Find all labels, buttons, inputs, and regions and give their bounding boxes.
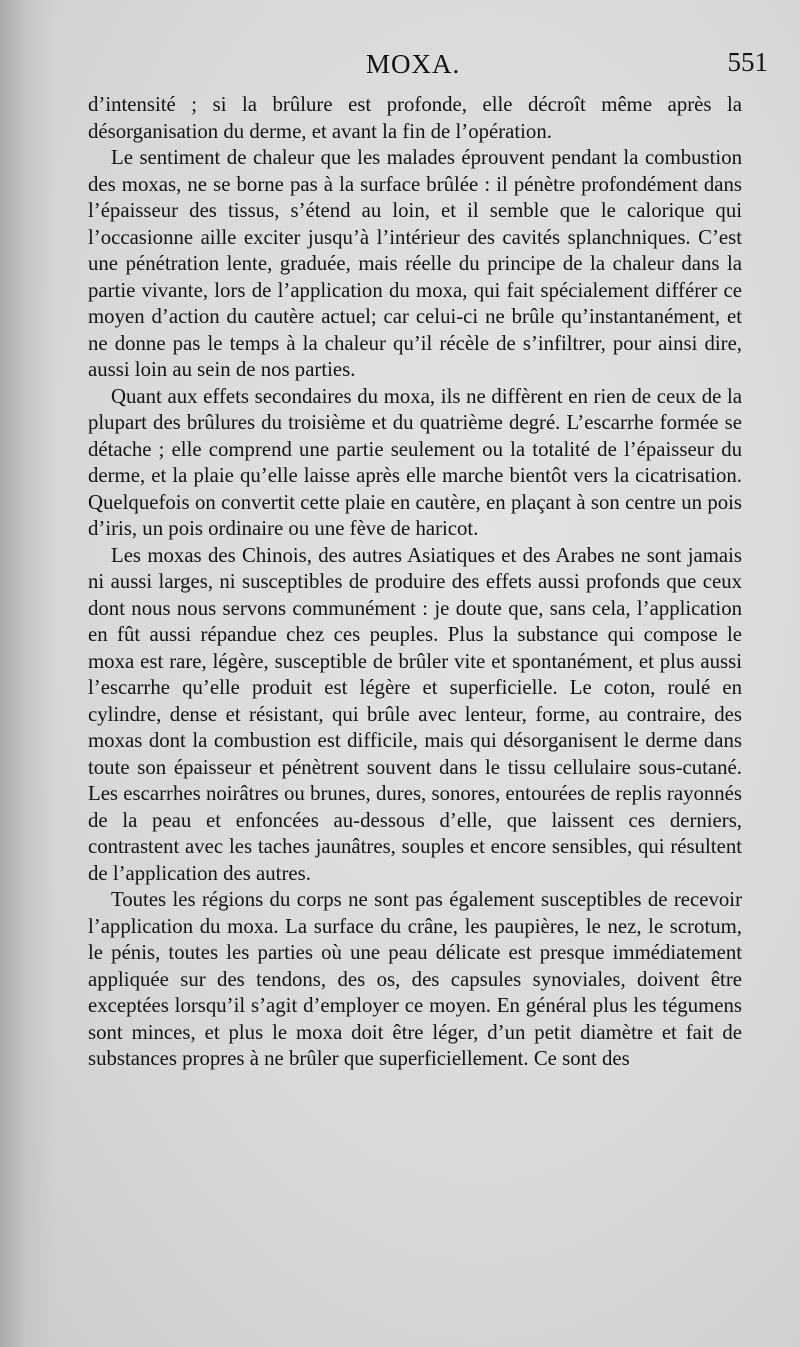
body-text bbox=[88, 92, 742, 1073]
paragraph: d’intensité ; si la brûlure est profonde, elle décroît même après la désorganisation du derme, et avant la fin de l’opération. bbox=[88, 93, 742, 143]
binding-gutter-shadow bbox=[0, 0, 56, 1347]
paragraph: Toutes les régions du corps ne sont pas également susceptibles de recevoir l’application du moxa. La surface du crâne, les paupières, le nez, le scrotum, le pénis, toutes les parties où une peau délicate est presque immédiatement appliquée sur des tendons, des os, des capsules synoviales, doivent être exceptées lorsqu’il s’agit d’employer ce moyen. En général plus les tégumens sont minces, et plus le moxa doit être léger, d’un petit diamètre et fait de substances propres à ne brûler que superficiellement. Ce sont des bbox=[88, 888, 742, 1070]
paragraph: Le sentiment de chaleur que les malades éprouvent pendant la combustion des moxas, ne se borne pas à la surface brûlée : il pénètre profondément dans l’épaisseur des tissus, s’étend au loin, et il semble que le calorique qui l’occasionne aille exciter jusqu’à l’intérieur des cavités splanchniques. C’est une pénétration lente, graduée, mais réelle du principe de la chaleur dans la partie vivante, lors de l’application du moxa, qui fait spécialement différer ce moyen d’action du cautère actuel; car celui-ci ne brûle qu’instantanément, et ne donne pas le temps à la chaleur qu’il récèle de s’infiltrer, pour ainsi dire, aussi loin au sein de nos parties. bbox=[88, 146, 742, 381]
paragraph: Quant aux effets secondaires du moxa, ils ne diffèrent en rien de ceux de la plupart des brûlures du troisième et du quatrième degré. L’escarrhe formée se détache ; elle comprend une partie seulement ou la totalité de l’épaisseur du derme, et la plaie qu’elle laisse après elle marche bientôt vers la cicatrisation. Quelquefois on convertit cette plaie en cautère, en plaçant à son centre un pois d’iris, un pois ordinaire ou une fève de haricot. bbox=[88, 384, 742, 540]
paragraph: Les moxas des Chinois, des autres Asiatiques et des Arabes ne sont jamais ni aussi larges, ni susceptibles de produire des effets aussi profonds que ceux dont nous nous servons communément : je doute que, sans cela, l’application en fût aussi répandue chez ces peuples. Plus la substance qui compose le moxa est rare, légère, susceptible de brûler vite et spontanément, et plus aussi l’escarrhe qu’elle produit est légère et superficielle. Le coton, roulé en cylindre, dense et résistant, qui brûle avec lenteur, forme, au contraire, des moxas dont la combustion est difficile, mais qui désorganisent le derme dans toute son épaisseur et pénètrent souvent dans le tissu cellulaire sous-cutané. Les escarrhes noirâtres ou brunes, dures, sonores, entourées de replis rayonnés de la peau et enfoncées au-dessous d’elle, que laissent ces derniers, contrastent avec les taches jaunâtres, souples et encore sensibles, qui résultent de l’application des autres. bbox=[88, 543, 742, 885]
running-title: MOXA. bbox=[366, 49, 461, 79]
page-number: 551 bbox=[727, 47, 768, 77]
page-header bbox=[0, 44, 800, 84]
